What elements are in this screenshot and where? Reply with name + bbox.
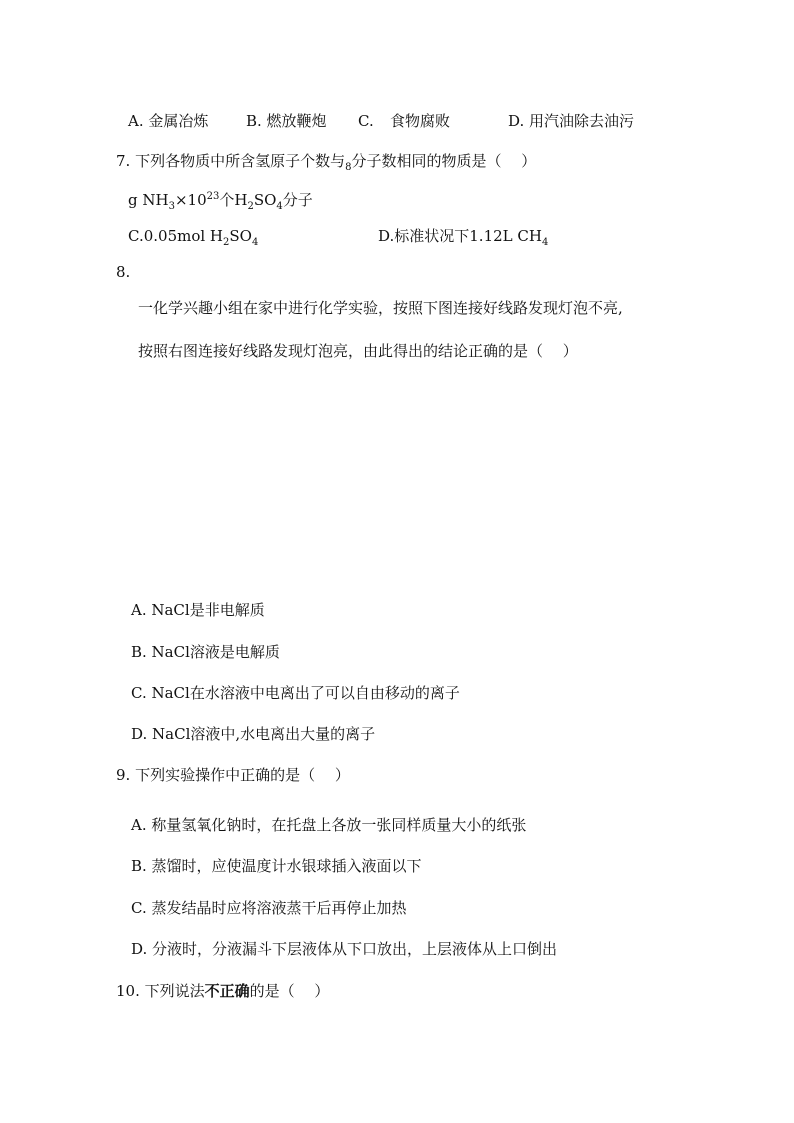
q6-option-c-label: C. bbox=[358, 112, 374, 130]
q8-option-a: A. NaCl是非电解质 bbox=[131, 601, 265, 619]
q8-option-b: B. NaCl溶液是电解质 bbox=[131, 643, 280, 661]
q6-option-c-text: 食物腐败 bbox=[390, 112, 451, 130]
q8-stem-line1: 一化学兴趣小组在家中进行化学实验，按照下图连接好线路发现灯泡不亮, bbox=[138, 299, 623, 317]
q8-number: 8. bbox=[116, 263, 131, 281]
q7-option-ab: g $NH_3\times 10^{23}$个$H_2SO_4$分子 bbox=[128, 191, 313, 212]
q7-option-c: C.0.05mol $H_2SO_4$ bbox=[128, 227, 259, 248]
q6-options-row bbox=[128, 111, 634, 131]
q8-stem-line2: 按照右图连接好线路发现灯泡亮，由此得出的结论正确的是（ ） bbox=[138, 342, 578, 360]
q8-option-d: D. NaCl溶液中,水电离出大量的离子 bbox=[131, 725, 376, 743]
q8-option-c: C. NaCl在水溶液中电离出了可以自由移动的离子 bbox=[131, 684, 460, 702]
q6-option-a: A. 金属冶炼 bbox=[128, 112, 209, 130]
q9-option-a: A. 称量氢氧化钠时，在托盘上各放一张同样质量大小的纸张 bbox=[131, 816, 527, 834]
q9-option-d: D. 分液时，分液漏斗下层液体从下口放出，上层液体从上口倒出 bbox=[131, 940, 558, 958]
q10-emphasis: 不正确 bbox=[204, 982, 250, 1000]
q7-stem: 7. 下列各物质中所含氢原子个数与$_8$分子数相同的物质是（ ） bbox=[116, 152, 537, 173]
q6-option-b: B. 燃放鞭炮 bbox=[246, 112, 327, 130]
q7-option-d: D.标准状况下1.12L $CH_4$ bbox=[378, 227, 549, 248]
q9-stem: 9. 下列实验操作中正确的是（ ） bbox=[116, 766, 350, 784]
q10-stem: 10. 下列说法不正确的是（ ） bbox=[116, 982, 330, 1000]
q6-option-d: D. 用汽油除去油污 bbox=[508, 112, 635, 130]
q9-option-b: B. 蒸馏时，应使温度计水银球插入液面以下 bbox=[131, 857, 422, 875]
q9-option-c: C. 蒸发结晶时应将溶液蒸干后再停止加热 bbox=[131, 899, 407, 917]
